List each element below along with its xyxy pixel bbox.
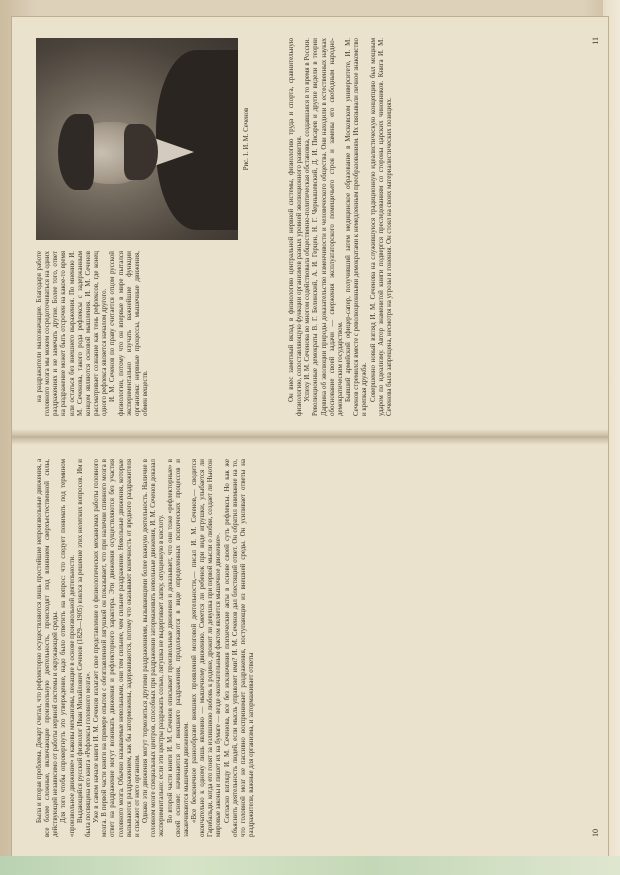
cover-edge-strip	[0, 856, 620, 875]
left-paragraph-8: Согласно взгляду И. М. Сеченова, все без исключения психические акты в основе своей суть рефлексы. Но как же объяснить деятельность людей, если мысль управляет ими? И. М. Сеченов дал блестящий ответ. Он обратил внимание на то, что головной мозг не пассивно воспринимает раздражения, поступающие из внешней среды. Он усиливает ответы на раздражители, важные для организма, и затормаживает ответы	[223, 459, 256, 837]
right-page	[12, 17, 608, 436]
portrait-photo	[36, 38, 238, 240]
right-wrap-paragraph-2: И. М. Сеченов по праву считается отцом русской физиологии, потому что он впервые в мире пытался экспериментально изучать важнейшие функции организма: нервные процессы, мышечные движения, обмен веществ.	[109, 251, 150, 416]
left-paragraph-6: Во второй части книги И. М. Сеченов описывает произвольные движения и доказывает, что они тоже «рефлекторные» в своей основе: начинаются от внешнего раздражения, продолжаются в виде определенных психических процессов и заканчиваются мышечным движением.	[166, 459, 190, 837]
right-page-number: 11	[591, 37, 600, 45]
left-paragraph-1: Была и вторая проблема. Декарт считал, что рефлекторно осуществляются лишь простейшие непроизвольные движения, а все более сложные, включающие произвольную деятельность, происходят под влиянием сверхъестественной силы, действующей независимо от работы нервной системы и окружающей среды.	[36, 459, 60, 837]
right-paragraph-3: Бывший армейский офицер-сапер, получивший затем медицинское образование в Московском университете, И. М. Сеченов стремился вместе с революционными демократами к немедленным преобразованиям. Их связывали личное знакомство и крепкая дружба.	[345, 38, 369, 416]
right-page-wrap-text	[36, 251, 286, 416]
left-page-number: 10	[591, 829, 600, 837]
right-page-rest-text	[288, 38, 588, 416]
left-paragraph-7: «Все бесконечное разнообразие внешних проявлений мозговой деятельности,— писал И. М. Сеченов,— сводится окончательно к одному лишь явлению — мышечному движению. Смеется ли ребенок при виде игрушки, улыбается ли Гарибальди, когда его гонят за излишнюю любовь к родине, дрожит ли девушка при первой мысли о любви, создает ли Ньютон мировые законы и пишет их на бумаге — везде окончательным фактом является мышечное движение».	[190, 459, 223, 837]
left-paragraph-3: Выдающийся русский физиолог Иван Михайлович Сеченов (1829—1905) взялся за решение этих нелегких вопросов. Им и была посвящена его книга «Рефлексы головного мозга».	[76, 459, 92, 837]
figure-caption: Рис. 1. И. М. Сеченов	[243, 107, 250, 171]
right-paragraph-1: Он внес заметный вклад в физиологию центральной нервной системы, физиологию труда и спорта, сравнительную физиологию, сопоставляющую функции организмов разных уровней эволюционного развития.	[288, 38, 304, 416]
right-paragraph-2: Успеху И. М. Сеченова во многом содействовала общественно-политическая обстановка, создавшаяся в то время в России. Революционные демократы В. Г. Белинский, А. И. Герцен, Н. Г. Чернышевский, Д. И. Писарев и другие видели в теории Дарвина об эволюции природы доказательство изменчивости и человеческого общества. Они находили в естественных науках обоснование своей задачи — свержения эксплуататорского помещичьего строя и замены его свободным народно-демократическим государством.	[304, 38, 344, 416]
right-paragraph-4: Совершенно новый взгляд И. М. Сеченова на служившуюся традиционную идеалистическую концепцию был мощным ударом по идеализму. Автор знаменитой книги подвергся преследованиям со стороны царских чиновников. Книга И. М. Сеченова была запрещена, несмотря на угрозы и гонения. Он стоял на своих материалистических позициях.	[369, 38, 393, 416]
portrait-figure	[36, 38, 254, 240]
left-paragraph-4: Уже в самом начале книги И. М. Сеченов излагает свое представление о физиологических механизмах работы головного мозга. В первой части книги на примере опытов с обезглавленной лягушкой он показывает, что при наличии спинного мозга в ответ на раздражение могут возникать движения и рефлекторного характера. Эти движения осуществляются без участия головного мозга. Обычно называемые невольными, они тем сильнее, чем сильнее раздражение. Невольные движения, которые вызываются раздражением, как бы заторможены, задерживаются, потому что оказывают конечность от вредного раздражителя и спасают от него организм.	[93, 459, 141, 837]
book-spread	[12, 17, 608, 857]
left-paragraph-5: Однако эти движения могут тормозиться другими раздражениями, вызывающими более важную деятельность. Наличие в головном мозге специальных центров, способных при раздражении затормаживать невольные движения, И. М. Сеченов доказал экспериментально: если эти центры раздражать солью, лягушка не выдергивает лапку, опущенную в кислоту.	[142, 459, 166, 837]
right-wrap-paragraph-1: на раздражители малозначащие. Благодаря работе головного мозга мы можем сосредоточиваться на одних раздражениях и не замечать другие. Более того, ответ на раздражение может быть отсрочен на какое-то время или остаться без внешнего выражения. По мнению И. М. Сеченова, такого рода рефлексы с задержанным концом являются основой мышления. И. М. Сеченов рассматривает сознание как тень рефлексов, где конец одного рефлекса является началом другого.	[36, 251, 109, 416]
left-page-text	[36, 459, 581, 837]
portrait-coat	[156, 50, 238, 230]
portrait-hair	[58, 114, 94, 190]
portrait-beard	[124, 124, 158, 180]
left-page	[12, 438, 608, 857]
left-paragraph-2: Для того чтобы опровергнуть это утверждение, надо было ответить на вопрос: что следует понимать под термином «произвольное движение» и каковы механизмы, лежащие в основе произвольной деятельности.	[60, 459, 76, 837]
book-gutter	[12, 429, 608, 445]
